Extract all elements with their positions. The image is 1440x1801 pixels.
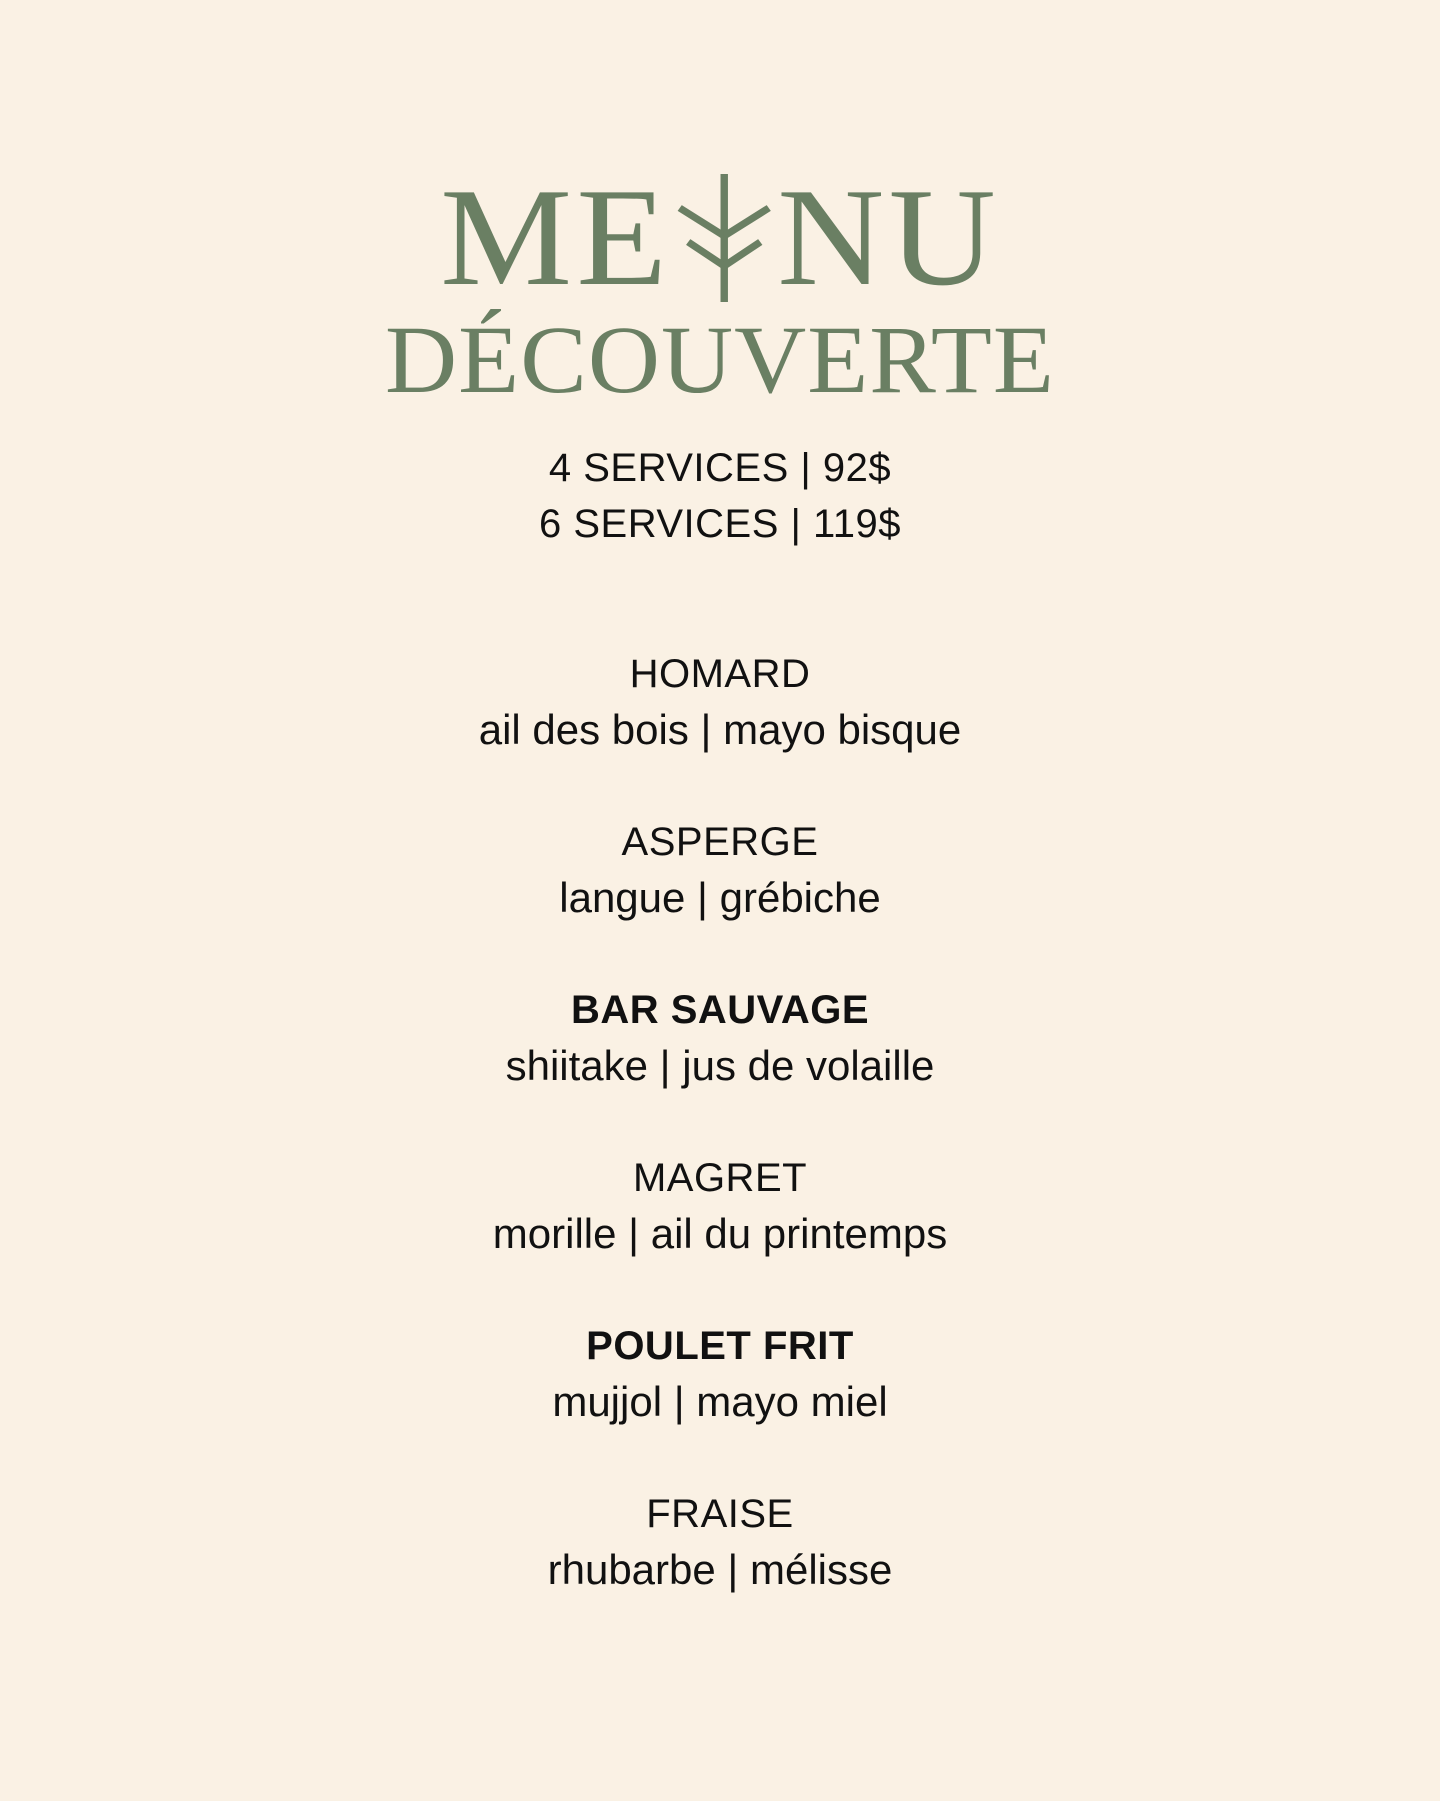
course-name: FRAISE [646,1492,794,1536]
course-description: shiitake | jus de volaille [505,1042,935,1089]
course-item [0,1486,1440,1654]
course-item [0,1318,1440,1486]
menu-subtitle: DÉCOUVERTE [385,306,1055,413]
pricing-block [0,440,1440,552]
menu-title [0,160,1440,315]
course-description: rhubarbe | mélisse [547,1546,893,1593]
price-4-services: 4 SERVICES | 92$ [548,446,892,490]
course-description: ail des bois | mayo bisque [478,706,962,753]
course-name: POULET FRIT [586,1324,854,1368]
course-list [0,646,1440,1654]
price-6-services: 6 SERVICES | 119$ [538,502,902,546]
course-description: langue | grébiche [559,874,881,921]
course-item [0,982,1440,1150]
leaf-sprig-icon [673,174,775,302]
course-item [0,646,1440,814]
course-name: HOMARD [629,652,811,696]
course-name: ASPERGE [621,820,819,864]
course-item [0,1150,1440,1318]
course-description: morille | ail du printemps [492,1210,948,1257]
menu-title-left: ME [440,160,672,315]
course-item [0,814,1440,982]
course-description: mujjol | mayo miel [552,1378,888,1425]
course-name: MAGRET [632,1156,808,1200]
course-name: BAR SAUVAGE [570,988,870,1032]
menu-title-right: NU [777,160,1000,315]
